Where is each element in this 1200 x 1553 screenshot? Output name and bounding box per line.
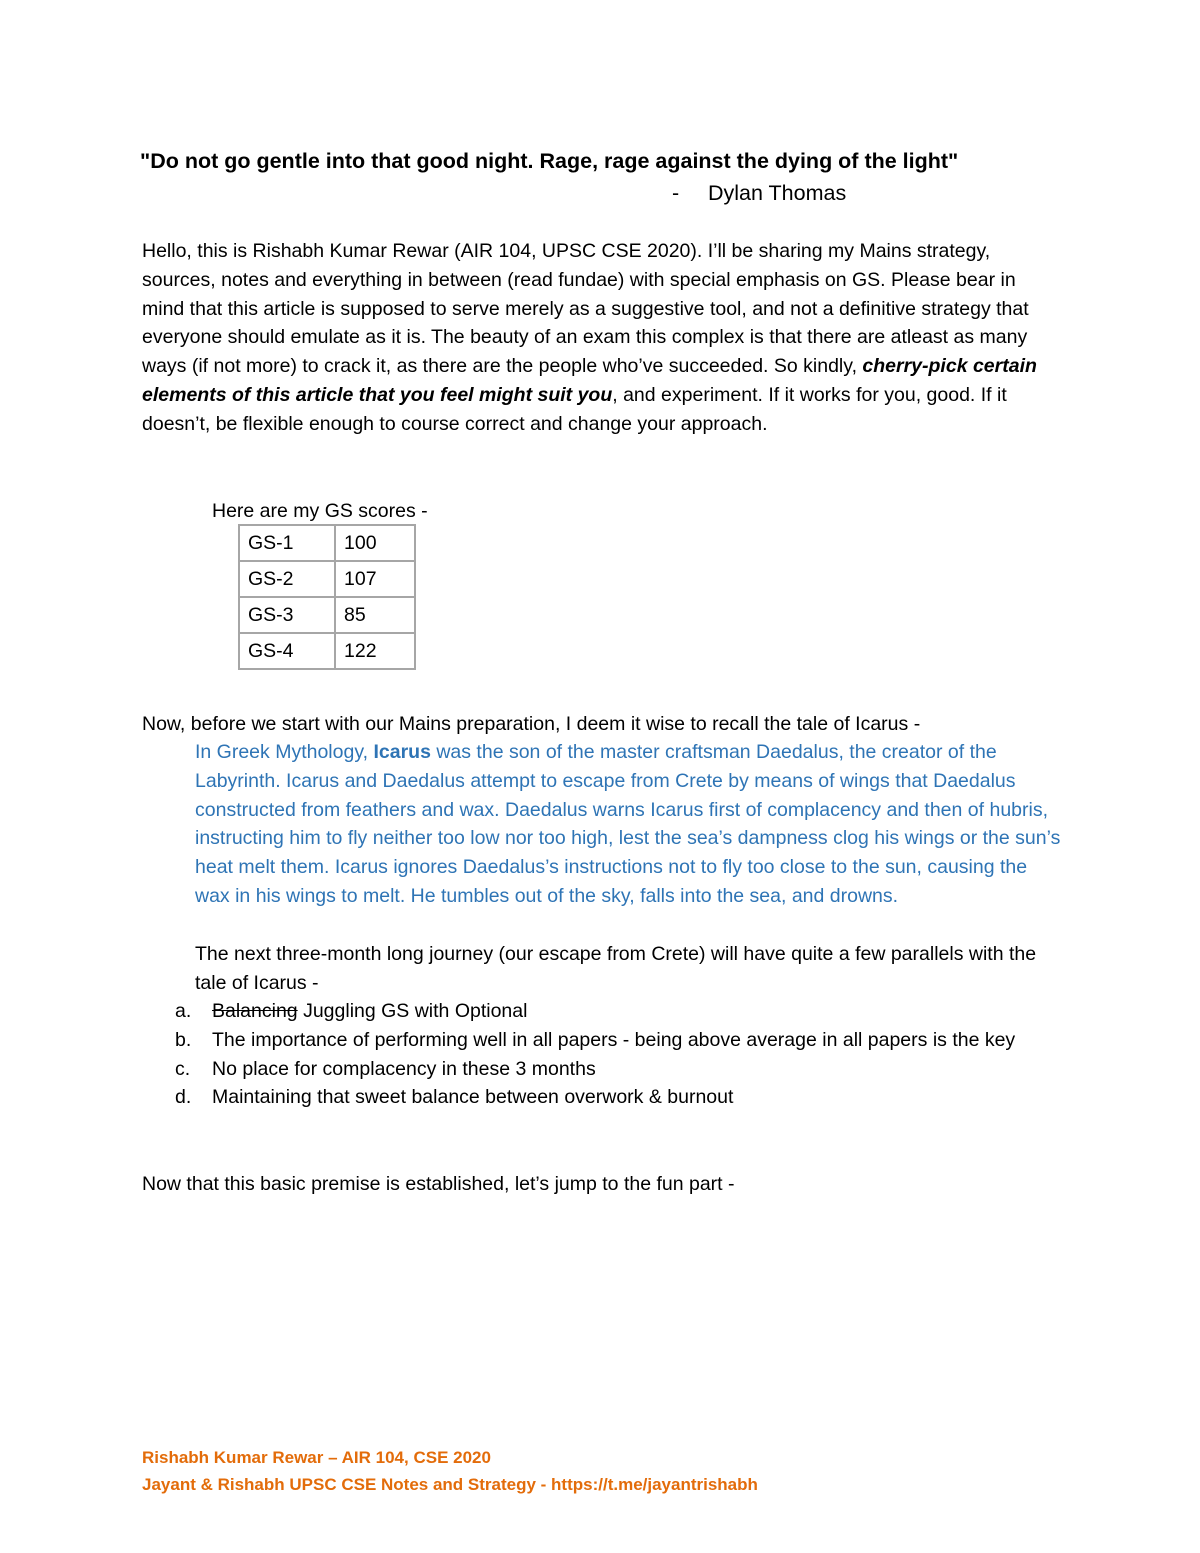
journey-paragraph: The next three-month long journey (our escape from Crete) will have quite a few parallels with the tale of Icarus -	[195, 943, 1037, 994]
gs-scores-table	[238, 524, 416, 670]
icarus-intro-paragraph: Now, before we start with our Mains preparation, I deem it wise to recall the tale of Icarus -	[142, 713, 921, 735]
score-cell: 122	[335, 633, 415, 669]
parallels-list	[175, 997, 1035, 1112]
table-row	[239, 525, 415, 561]
paper-cell: GS-4	[239, 633, 335, 669]
myth-icarus-name: Icarus	[373, 741, 431, 763]
list-item	[175, 1026, 1035, 1055]
table-row	[239, 561, 415, 597]
score-cell: 100	[335, 525, 415, 561]
list-marker: a.	[175, 1000, 192, 1022]
paper-cell: GS-3	[239, 597, 335, 633]
list-item-text: The importance of performing well in all papers - being above average in all papers is the key	[212, 1028, 1016, 1051]
list-item	[175, 1055, 1035, 1084]
intro-emphasis: cherry-pick certain elements of this article that you feel might suit you	[142, 355, 1037, 406]
myth-text-end: was the son of the master craftsman Daedalus, the creator of the Labyrinth. Icarus and Daedalus attempt to escape from Crete by means of wings that Daedalus constructed from feathers and wax. Daedalus warns Icarus first of complacency and then of hubris, instructing him to fly neither too low nor too high, lest the sea’s dampness clog his wings or the sun’s heat melt them. Icarus ignores Daedalus’s instructions not to fly too close to the sun, causing the wax in his wings to melt. He tumbles out of the sky, falls into the sea, and drowns.	[195, 741, 1061, 907]
quote-attribution	[672, 178, 846, 208]
paper-cell: GS-1	[239, 525, 335, 561]
scores-label: Here are my GS scores -	[212, 500, 428, 522]
intro-paragraph	[142, 237, 1062, 439]
list-item-text: No place for complacency in these 3 months	[212, 1057, 596, 1080]
footer-author-line: Rishabh Kumar Rewar – AIR 104, CSE 2020	[142, 1448, 491, 1467]
opening-quote: "Do not go gentle into that good night. Rage, rage against the dying of the light"	[140, 149, 959, 173]
intro-text-end: , and experiment. If it works for you, good. If it doesn’t, be flexible enough to course correct and change your approach.	[142, 383, 1007, 435]
quote-author: Dylan Thomas	[708, 181, 847, 205]
paper-cell: GS-2	[239, 561, 335, 597]
table-row	[239, 597, 415, 633]
table-row	[239, 633, 415, 669]
score-cell: 107	[335, 561, 415, 597]
list-item-text: Maintaining that sweet balance between overwork & burnout	[212, 1086, 734, 1109]
list-item-text: Juggling GS with Optional	[297, 1000, 528, 1022]
list-marker: c.	[175, 1057, 191, 1080]
footer-channel-line: Jayant & Rishabh UPSC CSE Notes and Strategy - https://t.me/jayantrishabh	[142, 1475, 758, 1494]
list-marker: d.	[175, 1086, 192, 1109]
list-item	[175, 997, 1035, 1026]
myth-text-start: In Greek Mythology,	[195, 741, 374, 763]
attribution-dash: -	[672, 181, 680, 205]
list-item	[175, 1083, 1035, 1112]
struck-word: Balancing	[212, 1000, 298, 1022]
intro-text-start: Hello, this is Rishabh Kumar Rewar (AIR 104, UPSC CSE 2020). I’ll be sharing my Mains strategy, sources, notes and everything in between (read fundae) with special emphasis on GS. Please bear in mind that this article is supposed to serve merely as a suggestive tool, and not a definitive strategy that everyone should emulate as it is. The beauty of an exam this complex is that there are atleast as many ways (if not more) to crack it, as there are the people who’ve succeeded. So kindly,	[142, 240, 1029, 378]
icarus-myth-paragraph	[195, 738, 1065, 911]
list-marker: b.	[175, 1028, 192, 1051]
closing-paragraph: Now that this basic premise is established, let’s jump to the fun part -	[142, 1173, 735, 1195]
score-cell: 85	[335, 597, 415, 633]
